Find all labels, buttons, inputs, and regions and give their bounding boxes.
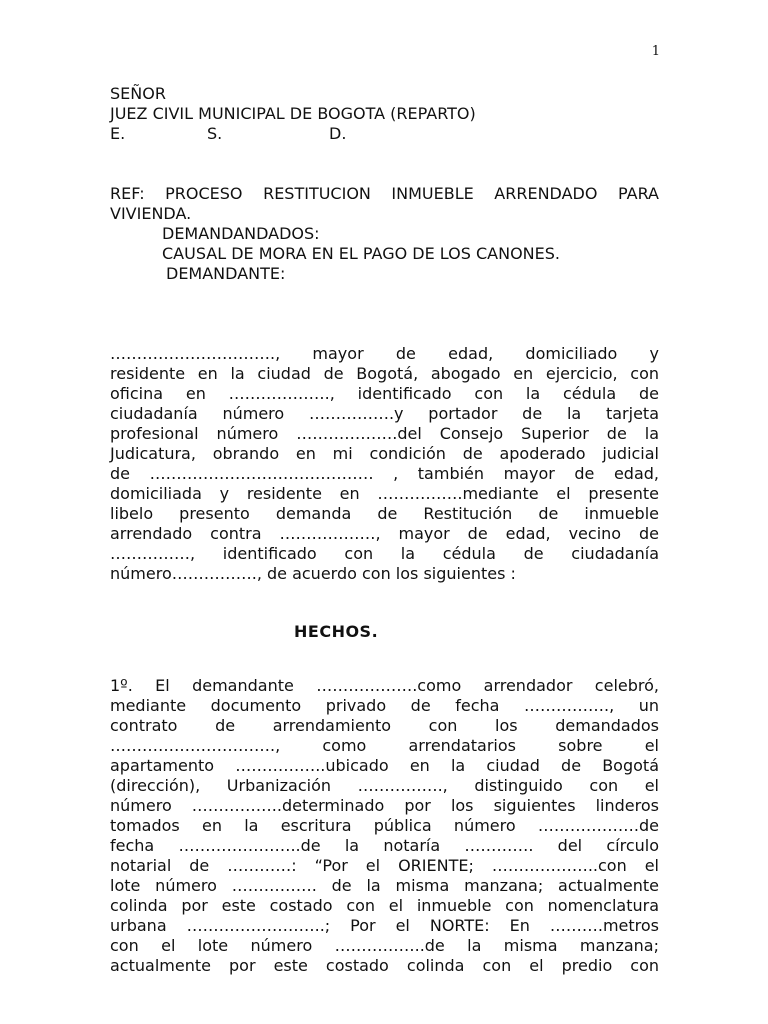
intro-line: Judicatura, obrando en mi condición de apoderado judicial [110, 444, 659, 463]
intro-line: profesional número ……………….del Consejo Superior de la [110, 424, 659, 443]
facts-line: 1º. El demandante ……………….como arrendador celebró, [110, 676, 659, 695]
intro-line: oficina en ………………., identificado con la cédula de [110, 384, 659, 403]
salutation-e: E. [110, 124, 126, 143]
intro-line: residente en la ciudad de Bogotá, abogado en ejercicio, con [110, 364, 659, 383]
intro-line: ……………, identificado con la cédula de ciudadanía [110, 544, 659, 563]
intro-line: ciudadanía número …………….y portador de la tarjeta [110, 404, 659, 423]
reference-demandados: DEMANDANDADOS: [162, 224, 320, 243]
facts-line: urbana ……………………..; Por el NORTE: En ……….metros [110, 916, 659, 935]
reference-causal: CAUSAL DE MORA EN EL PAGO DE LOS CANONES. [162, 244, 560, 263]
salutation-line-1: SEÑOR [110, 84, 166, 103]
facts-paragraph [110, 676, 659, 976]
intro-paragraph [110, 344, 659, 584]
facts-line: lote número ……………. de la misma manzana; actualmente [110, 876, 659, 895]
facts-line: mediante documento privado de fecha ……………., un [110, 696, 659, 715]
facts-line: actualmente por este costado colinda con el predio con [110, 956, 659, 975]
document-body [110, 84, 659, 976]
salutation-d: D. [329, 124, 347, 143]
reference-demandante: DEMANDANTE: [166, 264, 286, 283]
facts-line: apartamento ……………..ubicado en la ciudad de Bogotá [110, 756, 659, 775]
reference-line-2: VIVIENDA. [110, 204, 192, 223]
facts-line: fecha …………………..de la notaría …………. del círculo [110, 836, 659, 855]
page-number: 1 [651, 44, 660, 59]
intro-line-last: número……………., de acuerdo con los siguientes : [110, 564, 516, 583]
facts-line: notarial de …………: “Por el ORIENTE; ………………..con el [110, 856, 659, 875]
intro-line: arrendado contra ………………, mayor de edad, vecino de [110, 524, 659, 543]
intro-line: …………………………., mayor de edad, domiciliado y [110, 344, 659, 363]
intro-line: domiciliada y residente en …………….mediante el presente [110, 484, 659, 503]
salutation-s: S. [207, 124, 223, 143]
facts-line: con el lote número ……………..de la misma manzana; [110, 936, 659, 955]
facts-line: colinda por este costado con el inmueble con nomenclatura [110, 896, 659, 915]
facts-line: tomados en la escritura pública número ……………….de [110, 816, 659, 835]
facts-line: número ……………..determinado por los siguientes linderos [110, 796, 659, 815]
facts-line: …………………………., como arrendatarios sobre el [110, 736, 659, 755]
intro-line: libelo presento demanda de Restitución de inmueble [110, 504, 659, 523]
section-heading: HECHOS. [294, 622, 379, 641]
facts-line: contrato de arrendamiento con los demandados [110, 716, 659, 735]
salutation-line-2: JUEZ CIVIL MUNICIPAL DE BOGOTA (REPARTO) [110, 104, 476, 123]
reference-line-1: REF: PROCESO RESTITUCION INMUEBLE ARRENDADO PARA [110, 184, 659, 203]
facts-line: (dirección), Urbanización ……………., distinguido con el [110, 776, 659, 795]
salutation-esd [110, 124, 659, 144]
intro-line: de …………………………………… , también mayor de edad, [110, 464, 659, 483]
